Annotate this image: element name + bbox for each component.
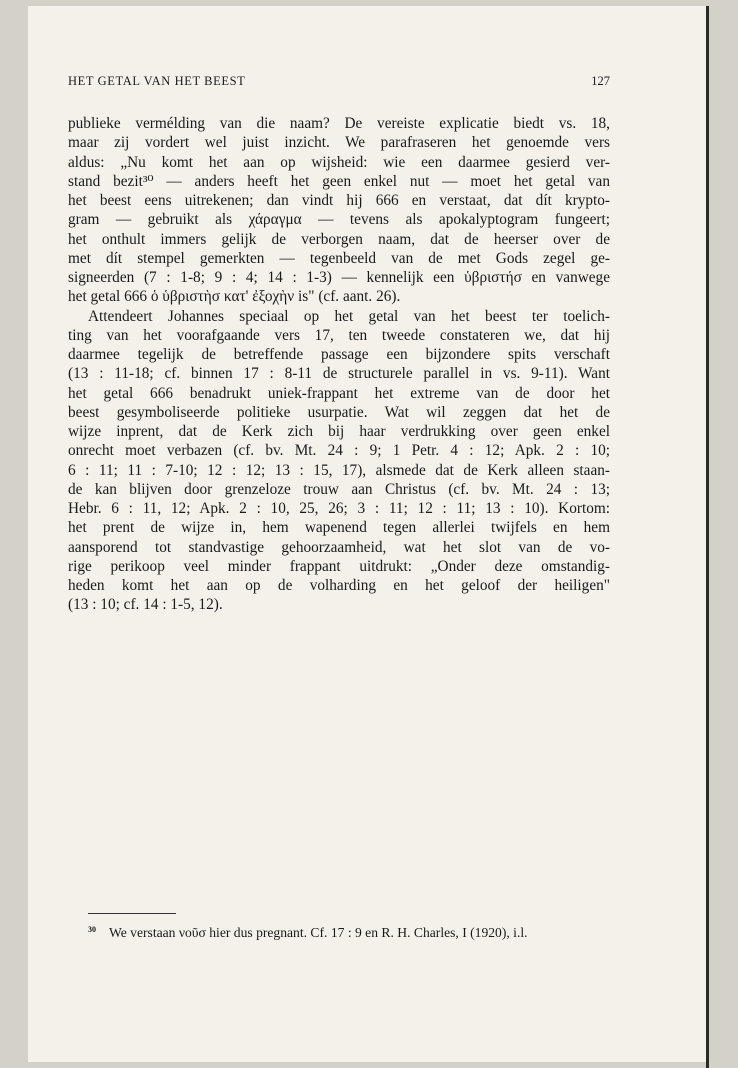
text-line: (13 : 10; cf. 14 : 1-5, 12).	[68, 596, 223, 614]
text-line: daarmee tegelijk de betreffende passage een bijzondere spits verschaft	[68, 346, 610, 363]
text-line: aansporend tot standvastige gehoorzaamheid, wat het slot van de vo-	[68, 538, 610, 556]
footnote	[88, 925, 618, 941]
text-line: maar zij vordert wel juist inzicht. We parafraseren het genoemde vers	[68, 134, 610, 152]
text-line: onrecht moet verbazen (cf. bv. Mt. 24 : 9; 1 Petr. 4 : 12; Apk. 2 : 10;	[68, 442, 610, 460]
text-line: signeerden (7 : 1-8; 9 : 4; 14 : 1-3) — kennelijk een ὑβριστήσ en vanwege	[68, 269, 610, 286]
text-line: wijze inprent, dat de Kerk zich bij haar verdrukking over geen enkel	[68, 423, 610, 440]
text-line: rige perikoop veel minder frappant uitdrukt: „Onder deze omstandig-	[68, 557, 610, 575]
text-line: de kan blijven door grenzeloze trouw aan Christus (cf. bv. Mt. 24 : 13;	[68, 480, 610, 498]
text-line: (13 : 11-18; cf. binnen 17 : 8-11 de structurele parallel in vs. 9-11). Want	[68, 365, 610, 383]
text-line: publieke vermélding van die naam? De vereiste explicatie biedt vs. 18,	[68, 115, 610, 132]
text-line: met dít stempel gemerkten — tegenbeeld van de met Gods zegel ge-	[68, 249, 610, 267]
main-text	[68, 114, 610, 615]
text-line: Hebr. 6 : 11, 12; Apk. 2 : 10, 25, 26; 3 : 11; 12 : 11; 13 : 10). Kortom:	[68, 500, 610, 517]
page-number: 127	[591, 74, 610, 88]
text-line: gram — gebruikt als χάραγμα — tevens als apokalyptogram fungeert;	[68, 211, 610, 229]
running-title: HET GETAL VAN HET BEEST	[68, 74, 246, 88]
text-line: het beest eens uitrekenen; dan vindt hij 666 en verstaat, dat dít krypto-	[68, 192, 610, 209]
footnote-rule	[88, 913, 176, 914]
text-line: stand bezit³⁰ — anders heeft het geen enkel nut — moet het getal van	[68, 172, 610, 190]
text-line: beest gesymboliseerde politieke usurpatie. Wat wil zeggen dat het de	[68, 403, 610, 421]
text-line: het getal 666 benadrukt uniek-frappant het extreme van de door het	[68, 384, 610, 402]
text-line: het getal 666 ὁ ὑβριστὴσ κατ' ἐξοχὴν is" (cf. aant. 26).	[68, 288, 401, 306]
text-line: het onthult immers gelijk de verborgen naam, dat de heerser over de	[68, 230, 610, 248]
text-line: het prent de wijze in, hem wapenend tegen allerlei twijfels en hem	[68, 519, 610, 537]
text-line: 6 : 11; 11 : 7-10; 12 : 12; 13 : 15, 17), alsmede dat de Kerk alleen staan-	[68, 461, 610, 479]
text-line: aldus: „Nu komt het aan op wijsheid: wie een daarmee gesierd ver-	[68, 153, 610, 171]
page-edge	[706, 6, 709, 1068]
footnote-marker: 30	[88, 925, 96, 934]
text-line: ting van het voorafgaande vers 17, ten tweede constateren we, dat hij	[68, 326, 610, 344]
footnote-text: We verstaan νοῦσ hier dus pregnant. Cf. 17 : 9 en R. H. Charles, I (1920), i.l.	[109, 925, 528, 940]
text-line: Attendeert Johannes speciaal op het getal van het beest ter toelich-	[88, 307, 610, 325]
text-line: heden komt het aan op de volharding en het geloof der heiligen"	[68, 577, 610, 594]
